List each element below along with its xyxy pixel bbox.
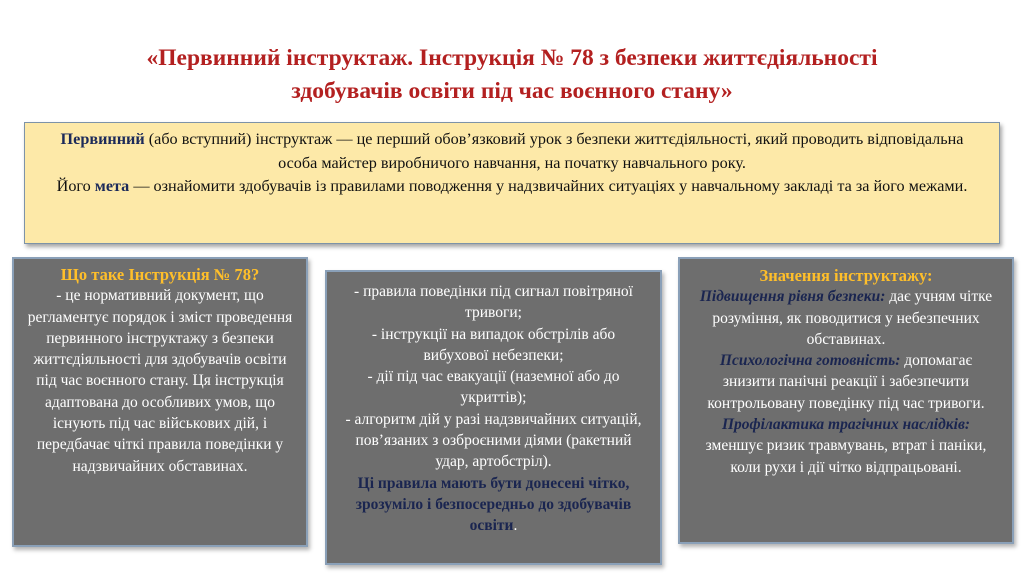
- rules-list-item-3: - дії під час евакуації (наземної або до укриттів);: [367, 368, 620, 407]
- slide-title-line-1: «Первинний інструктаж. Інструкція № 78 з безпеки життєдіяльності: [146, 45, 878, 71]
- rules-list-item-4: - алгоритм дій у разі надзвичайних ситуацій, пов’язаних з озброєними діями (ракетний удар, артобстріл).: [345, 410, 642, 471]
- rules-conclusion-bold: Ці правила мають бути донесені чітко, зрозуміло і безпосередньо до здобувачів освіти: [355, 474, 632, 535]
- importance-section-safety: [692, 286, 1000, 350]
- what-is-instruction-heading: Що таке Інструкція № 78?: [60, 265, 260, 284]
- importance-section-prevention-label: Профілактика трагічних наслідків:: [721, 416, 971, 434]
- slide-title: [30, 42, 994, 108]
- importance-box: [678, 257, 1014, 544]
- rules-list-item-1: - правила поведінки під сигнал повітряної тривоги;: [354, 283, 633, 322]
- intro-lead: Його: [56, 177, 95, 195]
- intro-text-1: (або вступний) інструктаж — це перший обов’язковий урок з безпеки життєдіяльності, який проводить відповідальна особа майстер виробничого навчання, на початку навчального року.: [144, 130, 964, 172]
- importance-heading: Значення інструктажу:: [759, 266, 933, 285]
- intro-box: [24, 122, 1000, 244]
- importance-section-safety-label: Підвищення рівня безпеки:: [699, 288, 886, 306]
- importance-section-psychology: [692, 350, 1000, 414]
- importance-section-psychology-text: допомагає знизити панічні реакції і забезпечити контрольовану поведінку під час тривоги.: [707, 352, 985, 412]
- rules-list-box: [325, 270, 662, 565]
- importance-section-prevention: [692, 414, 1000, 478]
- what-is-instruction-text: - це нормативний документ, що регламентує порядок і зміст проведення первинного інструктажу з безпеки життєдіяльності для здобувачів освіти під час воєнного стану. Ця інструкція адаптована до особливих умов, що існують під час військових дій, і передбачає чіткі правила поведінки у надзвичайних обставинах.: [27, 287, 293, 475]
- what-is-instruction-box: [12, 257, 308, 547]
- intro-goal-word: мета: [94, 177, 130, 195]
- importance-section-psychology-label: Психологічна готовність:: [719, 352, 901, 370]
- importance-section-safety-text: дає учням чітке розуміння, як поводитися у небезпечних обставинах.: [712, 288, 993, 348]
- rules-conclusion: [339, 473, 648, 537]
- importance-section-prevention-text: зменшує ризик травмувань, втрат і паніки, коли рухи і дії чітко відпрацьовані.: [705, 437, 987, 476]
- rules-list-item-2: - інструкції на випадок обстрілів або вибухової небезпеки;: [371, 325, 616, 364]
- intro-text-2: — ознайомити здобувачів із правилами поводження у надзвичайних ситуаціях у навчальному закладі та за його межами.: [129, 177, 968, 195]
- intro-term: Первинний: [60, 130, 145, 148]
- slide-title-line-2: здобувачів освіти під час воєнного стану»: [291, 78, 733, 104]
- rules-conclusion-end: .: [513, 517, 518, 535]
